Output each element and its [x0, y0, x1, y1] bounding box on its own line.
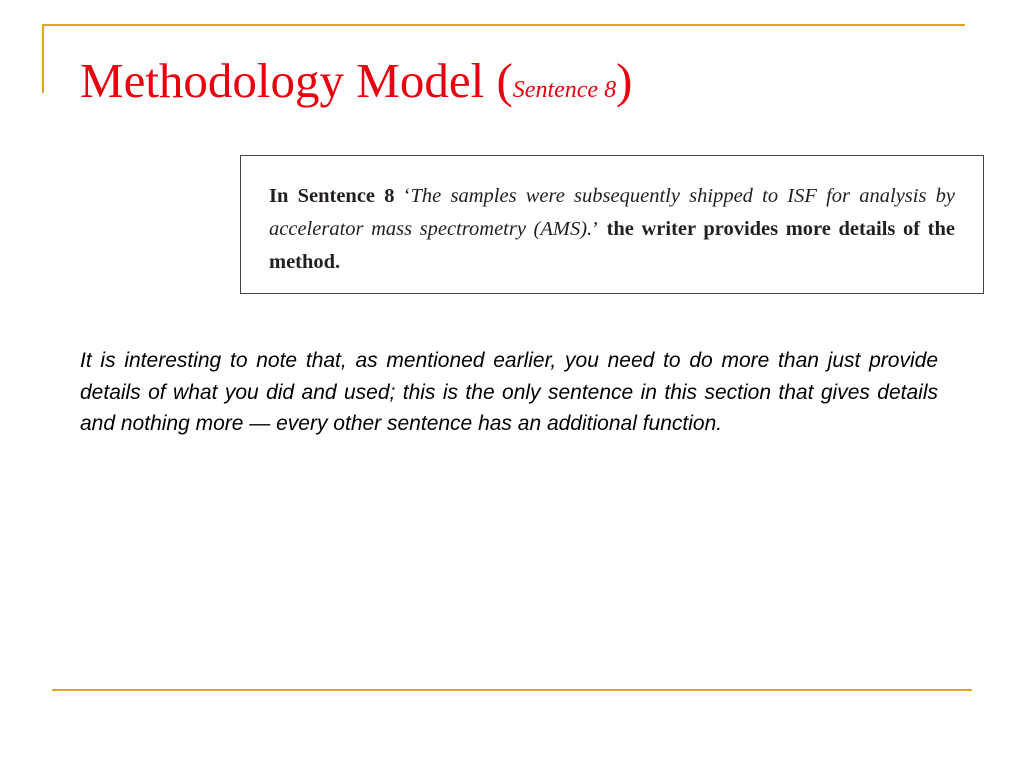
quote-box — [240, 155, 984, 294]
quote-close-mark: ’ — [592, 218, 599, 240]
body-paragraph: It is interesting to note that, as mentioned earlier, you need to do more than just provide details of what you did and used; this is the only sentence in this section that gives details and nothing more — every other sentence has an additional function. — [80, 349, 938, 435]
slide-title-subtitle: Sentence 8 — [512, 77, 617, 103]
left-accent-rule — [42, 24, 44, 93]
quote-lead: In Sentence 8 — [269, 185, 395, 207]
top-accent-rule — [42, 24, 965, 26]
bottom-accent-rule — [52, 689, 972, 691]
quote-conclusion: the writer provides more details of the method. — [269, 218, 955, 273]
slide-title-close: ) — [616, 53, 633, 108]
quote-open-mark: ‘ — [394, 185, 411, 207]
quote-sentence: The samples were subsequently shipped to ISF for analysis by accelerator mass spectrometry (AMS). — [269, 185, 955, 240]
slide-title — [80, 52, 632, 111]
slide-title-main: Methodology Model ( — [80, 53, 513, 108]
